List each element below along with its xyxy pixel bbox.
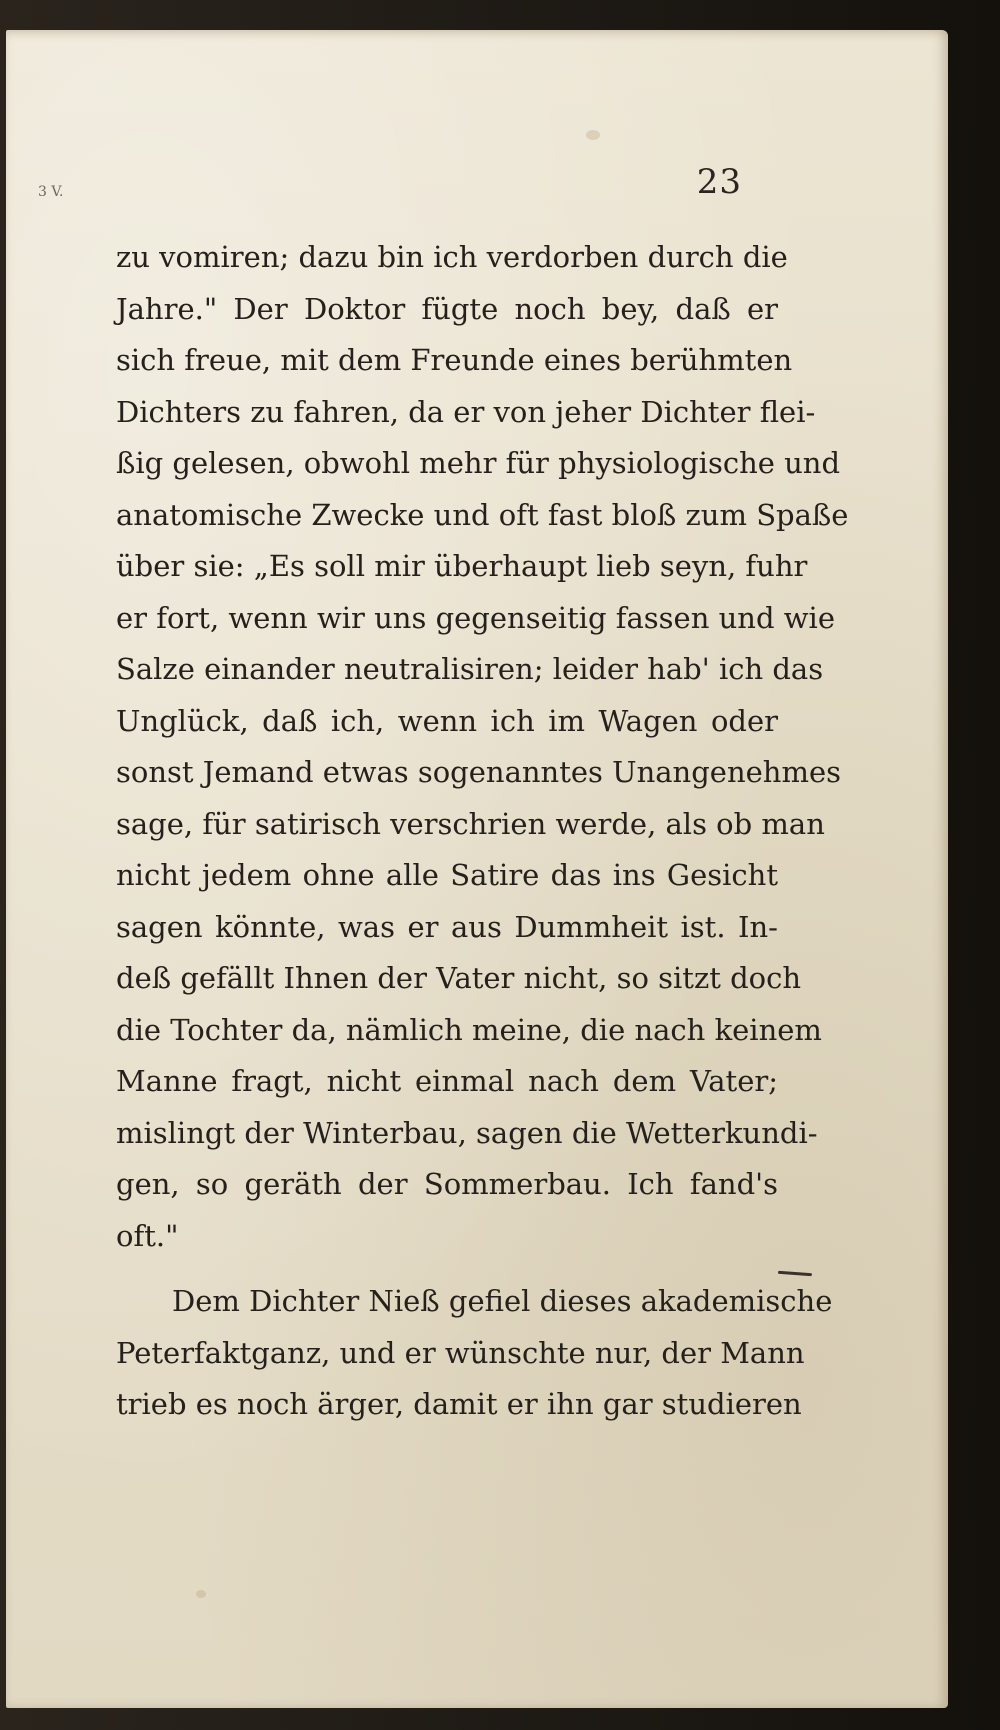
text-line: Dichters zu fahren, da er von jeher Dichter flei- bbox=[116, 394, 816, 429]
text-line: die Tochter da, nämlich meine, die nach keinem bbox=[116, 1012, 822, 1047]
text-line: Dem Dichter Nieß gefiel dieses akademische bbox=[172, 1284, 833, 1318]
text-line: mislingt der Winterbau, sagen die Wetterkundi- bbox=[116, 1115, 818, 1150]
paper-stain bbox=[196, 1590, 206, 1598]
text-line: Manne fragt, nicht einmal nach dem Vater; bbox=[116, 1064, 778, 1098]
text-line: anatomische Zwecke und oft fast bloß zum Spaße bbox=[116, 497, 849, 532]
text-line: Unglück, daß ich, wenn ich im Wagen oder bbox=[116, 703, 778, 738]
page-number: 23 bbox=[696, 162, 742, 202]
text-line: sagen könnte, was er aus Dummheit ist. In- bbox=[116, 909, 778, 944]
text-line: trieb es noch ärger, damit er ihn gar studieren bbox=[116, 1387, 802, 1421]
text-line: zu vomiren; dazu bin ich verdorben durch die bbox=[116, 240, 788, 274]
text-line: sonst Jemand etwas sogenanntes Unangenehmes bbox=[116, 755, 842, 789]
paper-stain bbox=[586, 130, 600, 140]
text-line: gen, so geräth der Sommerbau. Ich fand's bbox=[116, 1167, 778, 1201]
text-line: ßig gelesen, obwohl mehr für physiologische und bbox=[116, 446, 841, 480]
body-text bbox=[116, 232, 849, 1431]
text-line: er fort, wenn wir uns gegenseitig fassen und wie bbox=[116, 600, 835, 635]
text-line: Peterfaktganz, und er wünschte nur, der Mann bbox=[116, 1335, 805, 1370]
text-line: sage, für satirisch verschrien werde, als ob man bbox=[116, 806, 825, 841]
text-line: oft." bbox=[116, 1218, 179, 1253]
text-line: sich freue, mit dem Freunde eines berühmten bbox=[116, 343, 793, 377]
text-line: über sie: „Es soll mir überhaupt lieb seyn, fuhr bbox=[116, 549, 808, 583]
margin-mark: 3 V. bbox=[38, 184, 64, 200]
text-line: Salze einander neutralisiren; leider hab' ich das bbox=[116, 652, 824, 686]
text-line: deß gefällt Ihnen der Vater nicht, so sitzt doch bbox=[116, 961, 802, 995]
paragraph-gap bbox=[116, 1262, 778, 1276]
text-line: Jahre." Der Doktor fügte noch bey, daß er bbox=[116, 291, 778, 326]
text-line: nicht jedem ohne alle Satire das ins Gesicht bbox=[116, 858, 778, 892]
